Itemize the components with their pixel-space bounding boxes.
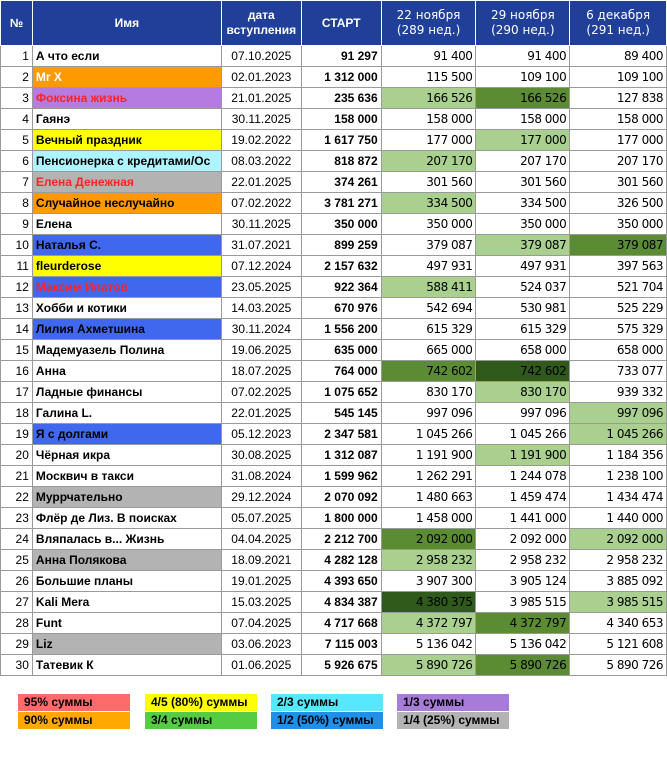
- member-name-cell[interactable]: Случайное неслучайно: [32, 193, 221, 214]
- week1-value-cell[interactable]: 5 890 726: [381, 655, 476, 676]
- join-date-cell[interactable]: 19.06.2025: [221, 340, 301, 361]
- row-number-cell[interactable]: 8: [1, 193, 33, 214]
- header-date-line1: дата: [247, 8, 275, 22]
- join-date-cell[interactable]: 22.01.2025: [221, 172, 301, 193]
- member-name-cell[interactable]: Елена: [32, 214, 221, 235]
- week1-value-cell[interactable]: 158 000: [381, 109, 476, 130]
- week1-value-cell[interactable]: 379 087: [381, 235, 476, 256]
- week1-value-cell[interactable]: 665 000: [381, 340, 476, 361]
- member-name-cell[interactable]: Мадемуазель Полина: [32, 340, 221, 361]
- week3-value-cell[interactable]: 733 077: [570, 361, 667, 382]
- week2-value-cell[interactable]: 2 958 232: [476, 550, 570, 571]
- join-date-cell[interactable]: 07.02.2022: [221, 193, 301, 214]
- member-name-cell[interactable]: Фоксина жизнь: [32, 88, 221, 109]
- week3-value-cell[interactable]: 158 000: [570, 109, 667, 130]
- join-date-cell[interactable]: 03.06.2023: [221, 634, 301, 655]
- start-amount-cell[interactable]: 1 599 962: [301, 466, 381, 487]
- row-number-cell[interactable]: 10: [1, 235, 33, 256]
- legend-item-80[interactable]: 4/5 (80%) суммы: [145, 694, 257, 711]
- week2-value-cell[interactable]: 615 329: [476, 319, 570, 340]
- legend-item-90[interactable]: 90% суммы: [18, 712, 130, 729]
- header-week1-line1: 22 ноября: [396, 8, 461, 22]
- member-name-cell[interactable]: fleurderose: [32, 256, 221, 277]
- join-date-cell[interactable]: 23.05.2025: [221, 277, 301, 298]
- member-name-cell[interactable]: Наталья С.: [32, 235, 221, 256]
- week1-value-cell[interactable]: 350 000: [381, 214, 476, 235]
- legend-item-25[interactable]: 1/4 (25%) суммы: [397, 712, 509, 729]
- start-amount-cell[interactable]: 4 393 650: [301, 571, 381, 592]
- legend-item-33[interactable]: 1/3 суммы: [397, 694, 509, 711]
- legend-item-50[interactable]: 1/2 (50%) суммы: [271, 712, 383, 729]
- start-amount-cell[interactable]: 3 781 271: [301, 193, 381, 214]
- week3-value-cell[interactable]: 379 087: [570, 235, 667, 256]
- header-week2-line1: 29 ноября: [490, 8, 555, 22]
- header-week2[interactable]: [476, 1, 570, 46]
- week2-value-cell[interactable]: 350 000: [476, 214, 570, 235]
- row-number-cell[interactable]: 28: [1, 613, 33, 634]
- member-name-cell[interactable]: Хобби и котики: [32, 298, 221, 319]
- member-name-cell[interactable]: Я с долгами: [32, 424, 221, 445]
- week2-value-cell[interactable]: 5 890 726: [476, 655, 570, 676]
- legend-item-75[interactable]: 3/4 суммы: [145, 712, 257, 729]
- week1-value-cell[interactable]: 997 096: [381, 403, 476, 424]
- join-date-cell[interactable]: 01.06.2025: [221, 655, 301, 676]
- week2-value-cell[interactable]: 1 441 000: [476, 508, 570, 529]
- header-row: [1, 1, 667, 46]
- week2-value-cell[interactable]: 301 560: [476, 172, 570, 193]
- row-number-cell[interactable]: 15: [1, 340, 33, 361]
- week2-value-cell[interactable]: 4 372 797: [476, 613, 570, 634]
- join-date-cell[interactable]: 31.08.2024: [221, 466, 301, 487]
- week2-value-cell[interactable]: 158 000: [476, 109, 570, 130]
- week1-value-cell[interactable]: 1 191 900: [381, 445, 476, 466]
- week2-value-cell[interactable]: 1 459 474: [476, 487, 570, 508]
- week3-value-cell[interactable]: 207 170: [570, 151, 667, 172]
- member-name-cell[interactable]: Максим Ипатов: [32, 277, 221, 298]
- start-amount-cell[interactable]: 1 312 087: [301, 445, 381, 466]
- start-amount-cell[interactable]: 670 976: [301, 298, 381, 319]
- start-amount-cell[interactable]: 5 926 675: [301, 655, 381, 676]
- row-number-cell[interactable]: 29: [1, 634, 33, 655]
- member-name-cell[interactable]: Анна Полякова: [32, 550, 221, 571]
- start-amount-cell[interactable]: 1 617 750: [301, 130, 381, 151]
- join-date-cell[interactable]: 02.01.2023: [221, 67, 301, 88]
- member-name-cell[interactable]: Kali Mera: [32, 592, 221, 613]
- join-date-cell[interactable]: 31.07.2021: [221, 235, 301, 256]
- week1-value-cell[interactable]: 1 458 000: [381, 508, 476, 529]
- row-number-cell[interactable]: 7: [1, 172, 33, 193]
- week1-value-cell[interactable]: 542 694: [381, 298, 476, 319]
- header-num[interactable]: №: [1, 1, 33, 46]
- join-date-cell[interactable]: 04.04.2025: [221, 529, 301, 550]
- join-date-cell[interactable]: 30.11.2025: [221, 109, 301, 130]
- table-row: [1, 403, 667, 424]
- row-number-cell[interactable]: 16: [1, 361, 33, 382]
- week2-value-cell[interactable]: 2 092 000: [476, 529, 570, 550]
- member-name-cell[interactable]: Liz: [32, 634, 221, 655]
- week3-value-cell[interactable]: 3 885 092: [570, 571, 667, 592]
- table-row: [1, 193, 667, 214]
- start-amount-cell[interactable]: 4 282 128: [301, 550, 381, 571]
- table-row: [1, 466, 667, 487]
- table-row: [1, 130, 667, 151]
- member-name-cell[interactable]: Funt: [32, 613, 221, 634]
- week3-value-cell[interactable]: 127 838: [570, 88, 667, 109]
- member-name-cell[interactable]: Вечный праздник: [32, 130, 221, 151]
- table-row: [1, 487, 667, 508]
- legend-item-95[interactable]: 95% суммы: [18, 694, 130, 711]
- week1-value-cell[interactable]: 742 602: [381, 361, 476, 382]
- join-date-cell[interactable]: 21.01.2025: [221, 88, 301, 109]
- member-name-cell[interactable]: А что если: [32, 46, 221, 67]
- start-amount-cell[interactable]: 922 364: [301, 277, 381, 298]
- table-row: [1, 592, 667, 613]
- start-amount-cell[interactable]: 374 261: [301, 172, 381, 193]
- row-number-cell[interactable]: 4: [1, 109, 33, 130]
- week3-value-cell[interactable]: 2 958 232: [570, 550, 667, 571]
- week1-value-cell[interactable]: 615 329: [381, 319, 476, 340]
- member-name-cell[interactable]: Флёр де Лиз. В поисках: [32, 508, 221, 529]
- join-date-cell[interactable]: 07.10.2025: [221, 46, 301, 67]
- row-number-cell[interactable]: 9: [1, 214, 33, 235]
- week1-value-cell[interactable]: 588 411: [381, 277, 476, 298]
- week3-value-cell[interactable]: 939 332: [570, 382, 667, 403]
- join-date-cell[interactable]: 30.11.2025: [221, 214, 301, 235]
- member-name-cell[interactable]: Москвич в такси: [32, 466, 221, 487]
- week2-value-cell[interactable]: 497 931: [476, 256, 570, 277]
- week1-value-cell[interactable]: 830 170: [381, 382, 476, 403]
- week2-value-cell[interactable]: 3 985 515: [476, 592, 570, 613]
- start-amount-cell[interactable]: 899 259: [301, 235, 381, 256]
- join-date-cell[interactable]: 30.11.2024: [221, 319, 301, 340]
- member-name-cell[interactable]: Татевик К: [32, 655, 221, 676]
- start-amount-cell[interactable]: 235 636: [301, 88, 381, 109]
- header-week3[interactable]: [570, 1, 667, 46]
- week2-value-cell[interactable]: 530 981: [476, 298, 570, 319]
- row-number-cell[interactable]: 22: [1, 487, 33, 508]
- table-row: [1, 151, 667, 172]
- table-row: [1, 529, 667, 550]
- member-name-cell[interactable]: Mr X: [32, 67, 221, 88]
- week3-value-cell[interactable]: 397 563: [570, 256, 667, 277]
- week3-value-cell[interactable]: 1 440 000: [570, 508, 667, 529]
- week3-value-cell[interactable]: 350 000: [570, 214, 667, 235]
- header-week1-line2: (289 нед.): [396, 23, 461, 37]
- week1-value-cell[interactable]: 301 560: [381, 172, 476, 193]
- week1-value-cell[interactable]: 1 045 266: [381, 424, 476, 445]
- week1-value-cell[interactable]: 2 092 000: [381, 529, 476, 550]
- week3-value-cell[interactable]: 1 238 100: [570, 466, 667, 487]
- week1-value-cell[interactable]: 166 526: [381, 88, 476, 109]
- table-row: [1, 235, 667, 256]
- week3-value-cell[interactable]: 997 096: [570, 403, 667, 424]
- join-date-cell[interactable]: 07.12.2024: [221, 256, 301, 277]
- week3-value-cell[interactable]: 3 985 515: [570, 592, 667, 613]
- week1-value-cell[interactable]: 4 380 375: [381, 592, 476, 613]
- week1-value-cell[interactable]: 5 136 042: [381, 634, 476, 655]
- start-amount-cell[interactable]: 1 075 652: [301, 382, 381, 403]
- table-row: [1, 214, 667, 235]
- week2-value-cell[interactable]: 166 526: [476, 88, 570, 109]
- row-number-cell[interactable]: 1: [1, 46, 33, 67]
- table-row: [1, 382, 667, 403]
- join-date-cell[interactable]: 14.03.2025: [221, 298, 301, 319]
- start-amount-cell[interactable]: 2 347 581: [301, 424, 381, 445]
- header-week2-line2: (290 нед.): [491, 23, 555, 37]
- header-date-line2: вступления: [226, 23, 297, 37]
- start-amount-cell[interactable]: 4 717 668: [301, 613, 381, 634]
- week2-value-cell[interactable]: 3 905 124: [476, 571, 570, 592]
- table-row: [1, 550, 667, 571]
- member-name-cell[interactable]: Галина L.: [32, 403, 221, 424]
- row-number-cell[interactable]: 13: [1, 298, 33, 319]
- week3-value-cell[interactable]: 658 000: [570, 340, 667, 361]
- row-number-cell[interactable]: 12: [1, 277, 33, 298]
- week2-value-cell[interactable]: 830 170: [476, 382, 570, 403]
- start-amount-cell[interactable]: 4 834 387: [301, 592, 381, 613]
- week3-value-cell[interactable]: 1 434 474: [570, 487, 667, 508]
- row-number-cell[interactable]: 25: [1, 550, 33, 571]
- member-name-cell[interactable]: Анна: [32, 361, 221, 382]
- week2-value-cell[interactable]: 658 000: [476, 340, 570, 361]
- week2-value-cell[interactable]: 742 602: [476, 361, 570, 382]
- row-number-cell[interactable]: 27: [1, 592, 33, 613]
- week3-value-cell[interactable]: 575 329: [570, 319, 667, 340]
- start-amount-cell[interactable]: 158 000: [301, 109, 381, 130]
- member-name-cell[interactable]: Ладные финансы: [32, 382, 221, 403]
- member-name-cell[interactable]: Муррчательно: [32, 487, 221, 508]
- start-amount-cell[interactable]: 350 000: [301, 214, 381, 235]
- week1-value-cell[interactable]: 207 170: [381, 151, 476, 172]
- table-row: [1, 256, 667, 277]
- header-week3-line1: 6 декабря: [586, 8, 651, 22]
- member-name-cell[interactable]: Лилия Ахметшина: [32, 319, 221, 340]
- week1-value-cell[interactable]: 3 907 300: [381, 571, 476, 592]
- join-date-cell[interactable]: 19.01.2025: [221, 571, 301, 592]
- row-number-cell[interactable]: 24: [1, 529, 33, 550]
- week1-value-cell[interactable]: 4 372 797: [381, 613, 476, 634]
- join-date-cell[interactable]: 05.07.2025: [221, 508, 301, 529]
- row-number-cell[interactable]: 14: [1, 319, 33, 340]
- week2-value-cell[interactable]: 1 045 266: [476, 424, 570, 445]
- member-name-cell[interactable]: Пенсионерка с кредитами/Ос: [32, 151, 221, 172]
- start-amount-cell[interactable]: 1 800 000: [301, 508, 381, 529]
- start-amount-cell[interactable]: 635 000: [301, 340, 381, 361]
- join-date-cell[interactable]: 18.09.2021: [221, 550, 301, 571]
- week3-value-cell[interactable]: 5 890 726: [570, 655, 667, 676]
- week3-value-cell[interactable]: 4 340 653: [570, 613, 667, 634]
- row-number-cell[interactable]: 11: [1, 256, 33, 277]
- table-row: [1, 655, 667, 676]
- table-row: [1, 424, 667, 445]
- start-amount-cell[interactable]: 764 000: [301, 361, 381, 382]
- header-name[interactable]: Имя: [32, 1, 221, 46]
- table-row: [1, 277, 667, 298]
- table-row: [1, 361, 667, 382]
- week3-value-cell[interactable]: 2 092 000: [570, 529, 667, 550]
- week3-value-cell[interactable]: 326 500: [570, 193, 667, 214]
- table-row: [1, 613, 667, 634]
- week1-value-cell[interactable]: 115 500: [381, 67, 476, 88]
- join-date-cell[interactable]: 07.04.2025: [221, 613, 301, 634]
- week1-value-cell[interactable]: 334 500: [381, 193, 476, 214]
- header-week1[interactable]: [381, 1, 476, 46]
- table-row: [1, 46, 667, 67]
- row-number-cell[interactable]: 6: [1, 151, 33, 172]
- header-date[interactable]: [221, 1, 301, 46]
- join-date-cell[interactable]: 18.07.2025: [221, 361, 301, 382]
- week3-value-cell[interactable]: 521 704: [570, 277, 667, 298]
- join-date-cell[interactable]: 07.02.2025: [221, 382, 301, 403]
- week1-value-cell[interactable]: 497 931: [381, 256, 476, 277]
- week2-value-cell[interactable]: 1 244 078: [476, 466, 570, 487]
- legend-item-66[interactable]: 2/3 суммы: [271, 694, 383, 711]
- start-amount-cell[interactable]: 91 297: [301, 46, 381, 67]
- row-number-cell[interactable]: 18: [1, 403, 33, 424]
- row-number-cell[interactable]: 3: [1, 88, 33, 109]
- join-date-cell[interactable]: 30.08.2025: [221, 445, 301, 466]
- week3-value-cell[interactable]: 109 100: [570, 67, 667, 88]
- week3-value-cell[interactable]: 525 229: [570, 298, 667, 319]
- week3-value-cell[interactable]: 89 400: [570, 46, 667, 67]
- row-number-cell[interactable]: 19: [1, 424, 33, 445]
- join-date-cell[interactable]: 08.03.2022: [221, 151, 301, 172]
- week3-value-cell[interactable]: 1 045 266: [570, 424, 667, 445]
- week2-value-cell[interactable]: 207 170: [476, 151, 570, 172]
- member-name-cell[interactable]: Большие планы: [32, 571, 221, 592]
- week1-value-cell[interactable]: 1 480 663: [381, 487, 476, 508]
- table-row: [1, 571, 667, 592]
- week3-value-cell[interactable]: 5 121 608: [570, 634, 667, 655]
- table-row: [1, 67, 667, 88]
- row-number-cell[interactable]: 23: [1, 508, 33, 529]
- start-amount-cell[interactable]: 2 157 632: [301, 256, 381, 277]
- week2-value-cell[interactable]: 5 136 042: [476, 634, 570, 655]
- table-row: [1, 319, 667, 340]
- table-row: [1, 445, 667, 466]
- start-amount-cell[interactable]: 2 070 092: [301, 487, 381, 508]
- start-amount-cell[interactable]: 1 312 000: [301, 67, 381, 88]
- row-number-cell[interactable]: 20: [1, 445, 33, 466]
- week2-value-cell[interactable]: 997 096: [476, 403, 570, 424]
- start-amount-cell[interactable]: 545 145: [301, 403, 381, 424]
- join-date-cell[interactable]: 29.12.2024: [221, 487, 301, 508]
- header-start[interactable]: СТАРТ: [301, 1, 381, 46]
- week2-value-cell[interactable]: 109 100: [476, 67, 570, 88]
- row-number-cell[interactable]: 21: [1, 466, 33, 487]
- row-number-cell[interactable]: 5: [1, 130, 33, 151]
- week1-value-cell[interactable]: 91 400: [381, 46, 476, 67]
- start-amount-cell[interactable]: 818 872: [301, 151, 381, 172]
- member-name-cell[interactable]: Гаянэ: [32, 109, 221, 130]
- member-name-cell[interactable]: Чёрная икра: [32, 445, 221, 466]
- table-row: [1, 634, 667, 655]
- week2-value-cell[interactable]: 177 000: [476, 130, 570, 151]
- table-row: [1, 172, 667, 193]
- start-amount-cell[interactable]: 7 115 003: [301, 634, 381, 655]
- table-row: [1, 88, 667, 109]
- table-row: [1, 340, 667, 361]
- week3-value-cell[interactable]: 177 000: [570, 130, 667, 151]
- header-week3-line2: (291 нед.): [586, 23, 650, 37]
- week3-value-cell[interactable]: 301 560: [570, 172, 667, 193]
- join-date-cell[interactable]: 05.12.2023: [221, 424, 301, 445]
- join-date-cell[interactable]: 15.03.2025: [221, 592, 301, 613]
- member-name-cell[interactable]: Елена Денежная: [32, 172, 221, 193]
- week2-value-cell[interactable]: 524 037: [476, 277, 570, 298]
- row-number-cell[interactable]: 17: [1, 382, 33, 403]
- table-row: [1, 508, 667, 529]
- week3-value-cell[interactable]: 1 184 356: [570, 445, 667, 466]
- week2-value-cell[interactable]: 1 191 900: [476, 445, 570, 466]
- start-amount-cell[interactable]: 1 556 200: [301, 319, 381, 340]
- row-number-cell[interactable]: 30: [1, 655, 33, 676]
- week1-value-cell[interactable]: 1 262 291: [381, 466, 476, 487]
- join-date-cell[interactable]: 19.02.2022: [221, 130, 301, 151]
- row-number-cell[interactable]: 26: [1, 571, 33, 592]
- join-date-cell[interactable]: 22.01.2025: [221, 403, 301, 424]
- start-amount-cell[interactable]: 2 212 700: [301, 529, 381, 550]
- table-row: [1, 298, 667, 319]
- week1-value-cell[interactable]: 177 000: [381, 130, 476, 151]
- week2-value-cell[interactable]: 91 400: [476, 46, 570, 67]
- week2-value-cell[interactable]: 334 500: [476, 193, 570, 214]
- row-number-cell[interactable]: 2: [1, 67, 33, 88]
- member-name-cell[interactable]: Вляпалась в... Жизнь: [32, 529, 221, 550]
- table-row: [1, 109, 667, 130]
- table-body: [1, 46, 667, 676]
- week1-value-cell[interactable]: 2 958 232: [381, 550, 476, 571]
- color-legend: [0, 679, 524, 758]
- week2-value-cell[interactable]: 379 087: [476, 235, 570, 256]
